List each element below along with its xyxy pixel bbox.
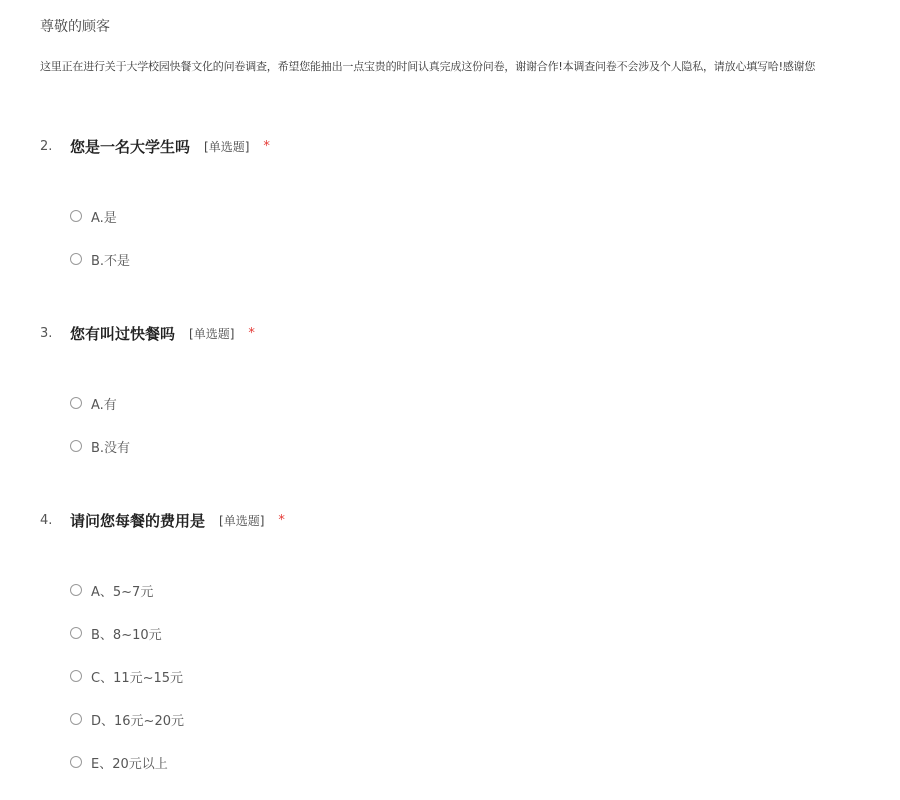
option-q2-b[interactable] <box>70 249 130 269</box>
radio-button-icon[interactable] <box>70 756 82 768</box>
question-2 <box>40 133 880 269</box>
radio-button-icon[interactable] <box>70 670 82 682</box>
required-marker: * <box>248 325 255 341</box>
option-label: A、5~7元 <box>91 584 154 600</box>
question-4 <box>40 507 880 772</box>
survey-description: 这里正在进行关于大学校园快餐文化的问卷调查，希望您能抽出一点宝贵的时间认真完成这份问卷，谢谢合作!本调查问卷不会涉及个人隐私，请放心填写哈!感谢您 <box>40 60 816 73</box>
question-title: 您有叫过快餐吗 <box>70 324 176 343</box>
question-number: 3. <box>40 325 53 341</box>
radio-button-icon[interactable] <box>70 627 82 639</box>
option-q2-a[interactable] <box>70 206 117 226</box>
question-number: 4. <box>40 512 53 528</box>
radio-button-icon[interactable] <box>70 584 82 596</box>
question-header <box>40 133 880 159</box>
radio-button-icon[interactable] <box>70 210 82 222</box>
question-type-tag: [单选题] <box>219 513 265 528</box>
question-title: 请问您每餐的费用是 <box>70 511 206 530</box>
option-q4-a[interactable] <box>70 580 153 600</box>
option-q3-a[interactable] <box>70 393 117 413</box>
option-q4-e[interactable] <box>70 752 168 772</box>
radio-button-icon[interactable] <box>70 253 82 265</box>
option-label: B.没有 <box>91 440 131 456</box>
option-q4-d[interactable] <box>70 709 184 729</box>
option-label: E、20元以上 <box>91 756 168 772</box>
option-label: C、11元~15元 <box>91 670 184 686</box>
option-label: D、16元~20元 <box>91 713 184 729</box>
question-number: 2. <box>40 138 53 154</box>
radio-button-icon[interactable] <box>70 440 82 452</box>
question-header <box>40 507 880 533</box>
option-label: A.是 <box>91 210 117 226</box>
radio-button-icon[interactable] <box>70 713 82 725</box>
question-title: 您是一名大学生吗 <box>70 137 191 156</box>
question-3 <box>40 320 880 456</box>
option-q4-c[interactable] <box>70 666 183 686</box>
option-label: B.不是 <box>91 253 131 269</box>
survey-greeting: 尊敬的顾客 <box>40 19 110 35</box>
option-label: B、8~10元 <box>91 627 162 643</box>
required-marker: * <box>263 138 270 154</box>
radio-button-icon[interactable] <box>70 397 82 409</box>
required-marker: * <box>278 512 285 528</box>
question-type-tag: [单选题] <box>204 139 250 154</box>
option-q4-b[interactable] <box>70 623 162 643</box>
option-q3-b[interactable] <box>70 436 130 456</box>
option-label: A.有 <box>91 397 117 413</box>
question-header <box>40 320 880 346</box>
question-type-tag: [单选题] <box>189 326 235 341</box>
